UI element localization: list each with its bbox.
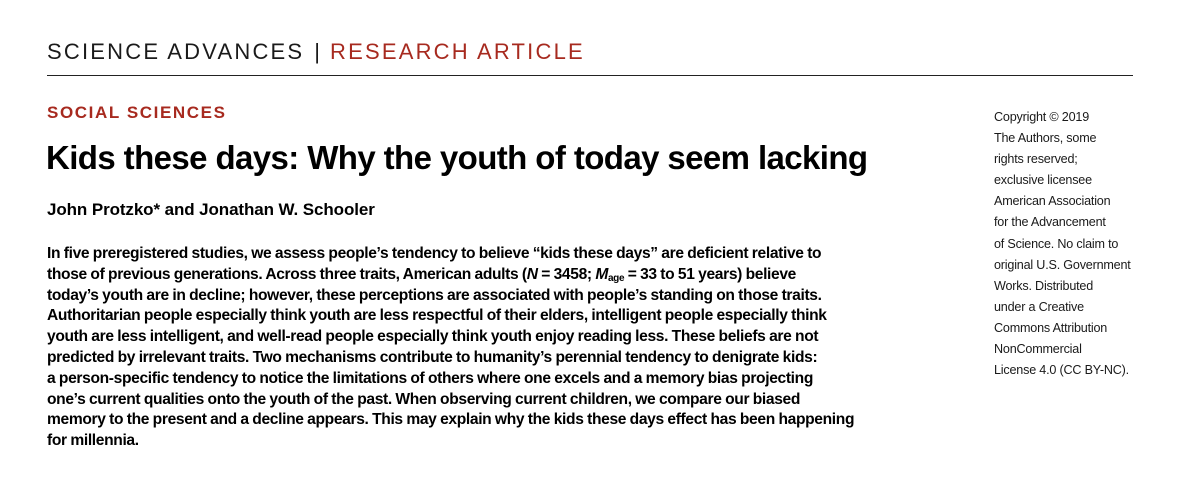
abstract-line: today’s youth are in decline; however, these perceptions are associated with people’s standing on those traits. [47,286,822,304]
copyright-line: The Authors, some [994,131,1097,146]
copyright-line: original U.S. Government [994,257,1131,272]
copyright-line: Commons Attribution [994,320,1108,335]
sample-size-value: = 3458; [537,265,596,283]
copyright-line: License 4.0 (CC BY-NC). [994,363,1129,378]
abstract-line: youth are less intelligent, and well-read people especially think youth enjoy reading less. These beliefs are not [47,328,819,346]
abstract-line: Authoritarian people especially think youth are less respectful of their elders, intelligent people especially think [47,307,827,325]
abstract-line: predicted by irrelevant traits. Two mechanisms contribute to humanity’s perennial tendency to denigrate kids: [47,348,818,366]
copyright-line: NonCommercial [994,342,1082,357]
section-label: SOCIAL SCIENCES [47,103,227,122]
article-title: Kids these days: Why the youth of today seem lacking [46,139,868,176]
author-list: John Protzko* and Jonathan W. Schooler [47,200,375,219]
article-type: RESEARCH ARTICLE [330,39,585,64]
journal-name: SCIENCE ADVANCES [47,39,305,64]
abstract-line: a person-specific tendency to notice the limitations of others where one excels and a memory bias projecting [47,369,814,387]
mean-age-symbol: M [595,265,608,283]
abstract-line: one’s current qualities onto the youth of the past. When observing current children, we compare our biased [47,390,801,408]
header-rule [47,75,1133,76]
copyright-line: of Science. No claim to [994,236,1119,251]
copyright-line: Copyright © 2019 [994,110,1089,124]
copyright-line: rights reserved; [994,152,1078,167]
abstract-text: those of previous generations. Across three traits, American adults ( [47,265,527,283]
abstract-line: memory to the present and a decline appears. This may explain why the kids these days effect has been happening [47,411,855,429]
abstract [47,244,967,452]
copyright-line: exclusive licensee [994,173,1092,188]
masthead-separator: | [314,39,321,64]
mean-age-value: = 33 to 51 years) believe [624,265,796,283]
journal-masthead [47,41,585,63]
copyright-notice [994,107,1174,381]
mean-age-subscript: age [607,272,625,284]
copyright-line: Works. Distributed [994,278,1094,293]
abstract-line: for millennia. [47,432,139,450]
copyright-line: American Association [994,194,1111,209]
abstract-line: In five preregistered studies, we assess people’s tendency to believe “kids these days” are deficient relative to [47,245,822,262]
abstract-line [47,265,967,286]
sample-size-symbol: N [526,265,538,283]
copyright-line: for the Advancement [994,215,1106,230]
copyright-line: under a Creative [994,299,1084,314]
